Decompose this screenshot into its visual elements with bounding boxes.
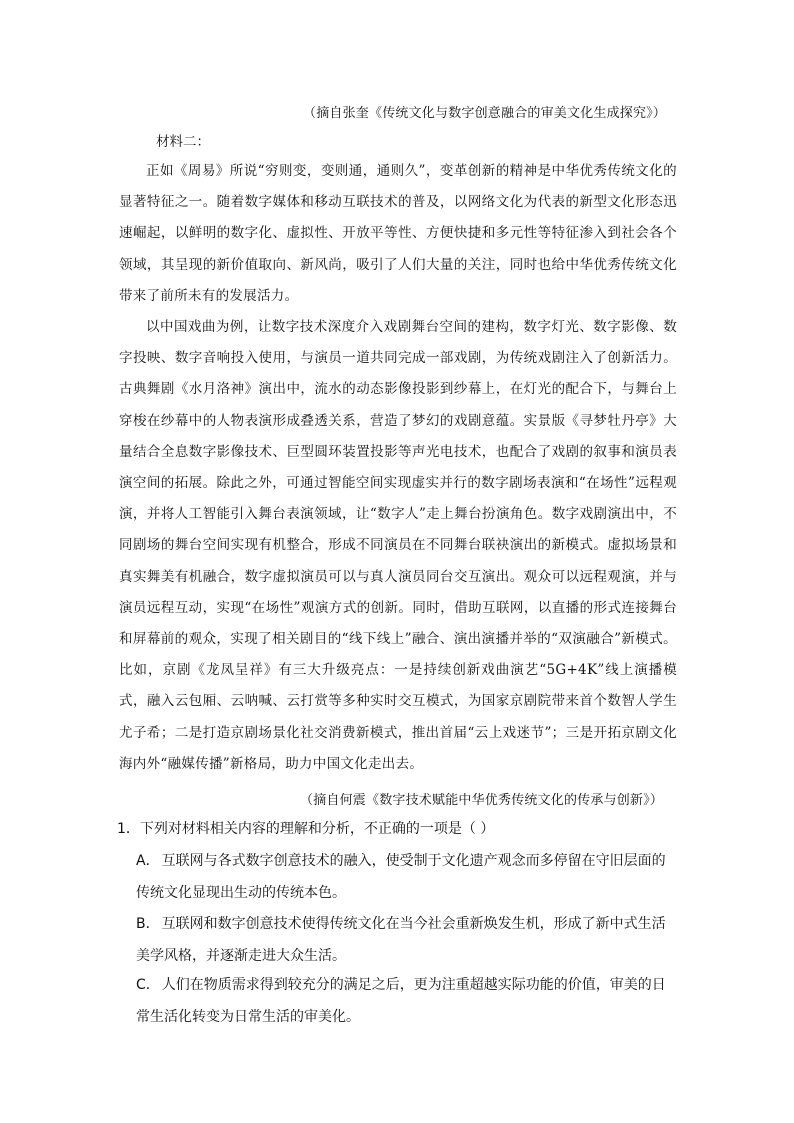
- option-a-text: 互联网与各式数字创意技术的融入，使受制于文化遗产观念而多停留在守旧层面的传统文化显现出生动的传统本色。: [136, 853, 666, 901]
- source-citation-1: （摘自张奎《传统文化与数字创意融合的审美文化生成探究》）: [303, 106, 667, 121]
- question-stem: 1．下列对材料相关内容的理解和分析，不正确的一项是（ ）: [117, 821, 495, 837]
- paragraph-1: 正如《周易》所说“穷则变，变则通，通则久”，变革创新的精神是中华优秀传统文化的显著特征之一。随着数字媒体和移动互联技术的普及，以网络文化为代表的新型文化形态迅速崛起，以鲜明的数字化、虚拟性、开放平等性、方便快捷和多元性等特征渗入到社会各个领域，其呈现的新价值取向、新风尚，吸引了人们大量的关注，同时也给中华优秀传统文化带来了前所未有的发展活力。: [119, 163, 677, 304]
- option-b-letter: B．: [136, 916, 160, 932]
- option-c: [136, 970, 676, 1033]
- option-b-text: 互联网和数字创意技术使得传统文化在当今社会重新焕发生机，形成了新中式生活美学风格，并逐渐走进大众生活。: [136, 916, 666, 964]
- option-a: [136, 846, 676, 909]
- option-c-letter: C．: [136, 977, 160, 993]
- paragraph-2: 以中国戏曲为例，让数字技术深度介入戏剧舞台空间的建构，数字灯光、数字影像、数字投映、数字音响投入使用，与演员一道共同完成一部戏剧，为传统戏剧注入了创新活力。古典舞剧《水月洛神》演出中，流水的动态影像投影到纱幕上，在灯光的配合下，与舞台上穿梭在纱幕中的人物表演形成叠透关系，营造了梦幻的戏剧意蕴。实景版《寻梦牡丹亭》大量结合全息数字影像技术、巨型圆环装置投影等声光电技术，也配合了戏剧的叙事和演员表演空间的拓展。除此之外，可通过智能空间实现虚实并行的数字剧场表演和“在场性”远程观演，并将人工智能引入舞台表演领域，让“数字人”走上舞台扮演角色。数字戏剧演出中，不同剧场的舞台空间实现有机整合，形成不同演员在不同舞台联袂演出的新模式。虚拟场景和真实舞美有机融合，数字虚拟演员可以与真人演员同台交互演出。观众可以远程观演，并与演员远程互动，实现“在场性”观演方式的创新。同时，借助互联网，以直播的形式连接舞台和屏幕前的观众，实现了相关剧目的“线下线上”融合、演出演播并举的“双演融合”新模式。比如，京剧《龙凤呈祥》有三大升级亮点：一是持续创新戏曲演艺“5G+4K”线上演播模式，融入云包厢、云呐喊、云打赏等多种实时交互模式，为国家京剧院带来首个数智人学生尤子希；二是打造京剧场景化社交消费新模式，推出首届“云上戏迷节”；三是开拓京剧文化海内外“融媒传播”新格局，助力中国文化走出去。: [119, 319, 677, 772]
- source-citation-2: （摘自何震《数字技术赋能中华优秀传统文化的传承与创新》）: [300, 793, 664, 808]
- option-b: [136, 909, 676, 972]
- option-c-text: 人们在物质需求得到较充分的满足之后，更为注重超越实际功能的价值，审美的日常生活化转变为日常生活的审美化。: [136, 977, 666, 1025]
- material-2-heading: 材料二：: [156, 134, 210, 150]
- option-a-letter: A．: [136, 853, 160, 869]
